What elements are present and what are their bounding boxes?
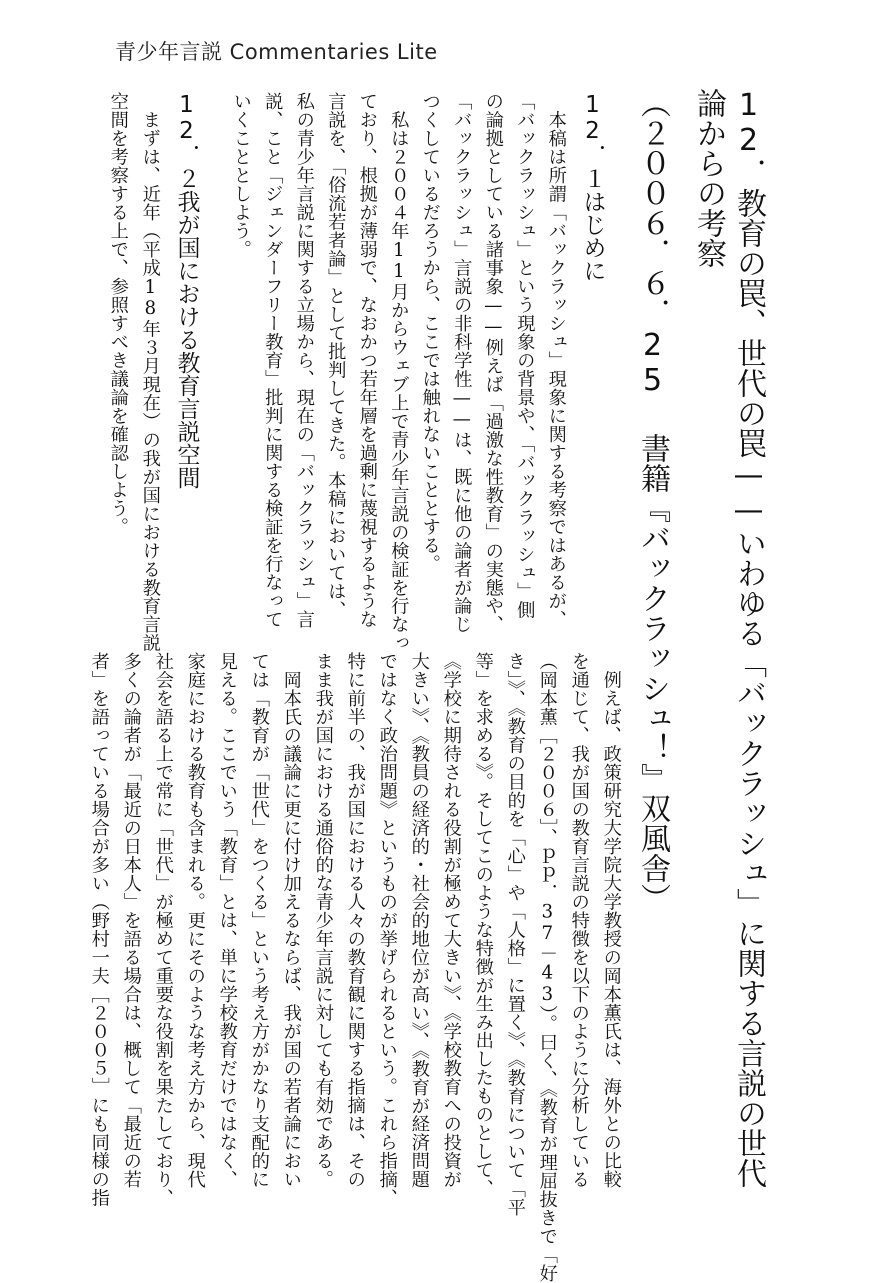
section-heading: 12．１はじめに (579, 92, 606, 282)
paragraph-line: 等」を求める》。そしてこのような特徴が生み出したものとして、 (472, 652, 494, 1198)
paragraph-line: 家庭における教育も含まれる。更にそのような考え方から、現代 (184, 652, 206, 1189)
paragraph-line: ては「教育が「世代」をつくる」という考え方がかなり支配的に (248, 652, 270, 1189)
paragraph-line: つくしているだろうから、ここでは触れないこととする。 (419, 92, 441, 573)
paragraph-line: 多くの論者が「最近の日本人」を語る場合は、概して「最近の若 (120, 652, 142, 1189)
paragraph-line: 特に前半の、我が国における人々の教育観に関する指摘は、その (344, 652, 366, 1189)
article-title-continued: 論からの考察 (691, 88, 726, 268)
article-source: （２００６．６．25 書籍『バックラッシュ！』双風舎） (635, 88, 670, 913)
paragraph-line: の論拠としている諸事象——例えば「過激な性教育」の実態や、 (482, 92, 504, 634)
paragraph-line: 社会を語る上で常に「世代」が極めて重要な役割を果たしており、 (152, 652, 174, 1207)
paragraph-line: 本稿は所謂「バックラッシュ」現象に関する考察ではあるが、 (545, 92, 567, 629)
paragraph-line: （岡本薫［２００６］、ｐｐ．37－43）。曰く、《教育が理屈抜きで「好 (536, 652, 558, 1283)
paragraph-line: 「バックラッシュ」という現象の背景や、「バックラッシュ」側 (514, 92, 536, 620)
paragraph-line: 説、こと「ジェンダーフリー教育」批判に関する検証を行なって (262, 92, 284, 629)
section-heading: 12．２我が国における教育言説空間 (173, 92, 200, 489)
paragraph-line: 見える。ここでいう「教育」とは、単に学校教育だけではなく、 (216, 652, 238, 1189)
paragraph-line: 岡本氏の議論に更に付け加えるならば、我が国の若者論におい (280, 652, 302, 1189)
paragraph-line: いくこととしよう。 (230, 92, 252, 259)
paragraph-line: き」》、《教育の目的を「心」や「人格」に置く》、《教育について「平 (504, 652, 526, 1217)
running-header: 青少年言説 Commentaries Lite (115, 40, 438, 64)
paragraph-line: ではなく政治問題》というものが挙げられるという。これら指摘、 (376, 652, 398, 1207)
paragraph-line: 言説を、「俗流若者論」として批判してきた。本稿においては、 (325, 92, 347, 620)
paragraph-line: 私は２００４年11月からウェブ上で青少年言説の検証を行なっ (388, 92, 410, 653)
paragraph-line: まま我が国における通俗的な青少年言説に対しても有効である。 (312, 652, 334, 1189)
paragraph-line: 例えば、政策研究大学院大学教授の岡本薫氏は、海外との比較 (600, 652, 622, 1189)
paragraph-line: 私の青少年言説に関する立場から、現在の「バックラッシュ」言 (293, 92, 315, 629)
paragraph-line: 者」を語っている場合が多い（野村一夫［２００５］にも同様の指 (88, 652, 110, 1207)
article-title: 12．教育の罠、世代の罠——いわゆる「バックラッシュ」に関する言説の世代 (731, 88, 766, 1188)
paragraph-line: ており、根拠が薄弱で、なおかつ若年層を過剰に蔑視するような (356, 92, 378, 629)
paragraph-line: まずは、近年（平成18年３月現在）の我が国における教育言説 (139, 92, 161, 653)
paragraph-line: 大きい》、《教員の経済的・社会的地位が高い》、《教育が経済問題 (408, 652, 430, 1189)
paragraph-line: 《学校に期待される役割が極めて大きい》、《学校教育への投資が (440, 652, 462, 1189)
paragraph-line: 「バックラッシュ」言説の非科学性——は、既に他の論者が論じ (451, 92, 473, 634)
paragraph-line: を通じて、我が国の教育言説の特徴を以下のように分析している (568, 652, 590, 1189)
paragraph-line: 空間を考察する上で、参照すべき議論を確認しよう。 (107, 92, 129, 536)
